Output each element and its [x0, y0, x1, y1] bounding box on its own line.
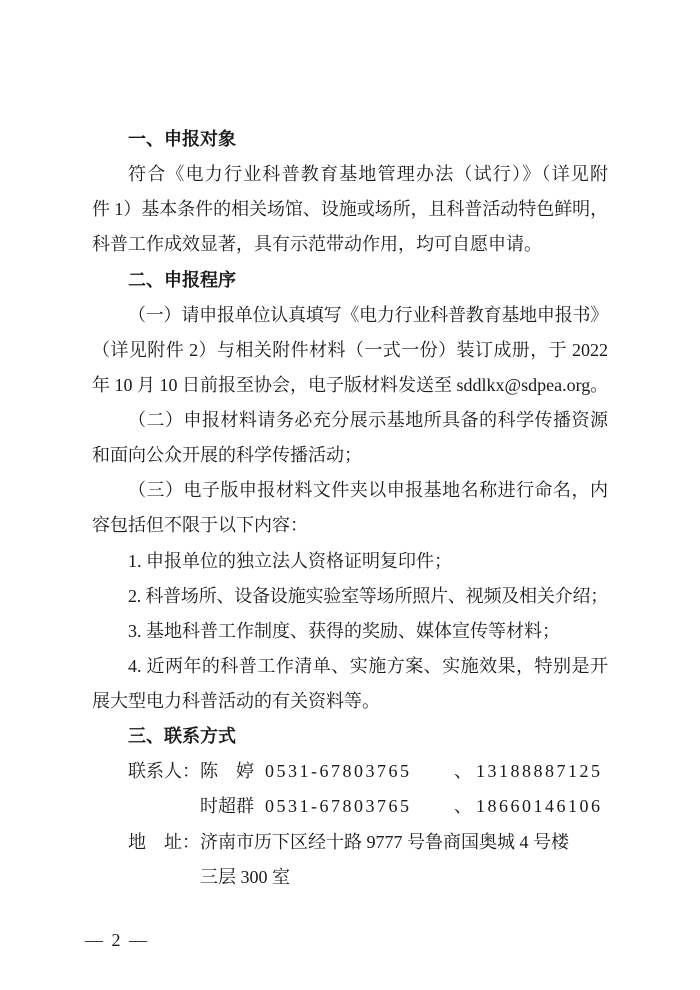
page-number: — 2 — [85, 930, 149, 950]
contact-row [92, 754, 608, 789]
body-line: 4. 近两年的科普工作清单、实施方案、实施效果，特别是开 [128, 655, 608, 676]
contact-phone: 0531-67803765 [265, 796, 412, 817]
contact-mobile: 18660146106 [476, 796, 603, 817]
contact-phone: 0531-67803765 [265, 761, 412, 782]
contact-mobile: 13188887125 [476, 761, 603, 782]
section-heading: 一、申报对象 [128, 129, 236, 150]
paragraph [92, 298, 608, 403]
body-line: （详见附件 2）与相关附件材料（一式一份）装订成册，于 2022 [92, 339, 608, 360]
body-line: 年 10 月 10 日前报至协会，电子版材料发送至 sddlkx@sdpea.org。 [92, 374, 609, 395]
paragraph [92, 403, 608, 473]
contact-row [92, 789, 608, 824]
section-heading: 三、联系方式 [128, 726, 236, 748]
body-line: 3. 基地科普工作制度、获得的奖励、媒体宣传等材料； [128, 620, 560, 641]
section-application-target [92, 122, 608, 263]
body-line: 和面向公众开展的科学传播活动； [92, 445, 362, 466]
contact-name: 陈 婷 [200, 761, 254, 782]
contacts-label: 联系人： [128, 761, 200, 782]
address-label: 地 址： [128, 831, 200, 852]
section-heading: 二、申报程序 [128, 269, 236, 291]
list-item [92, 614, 608, 649]
contact-name: 时超群 [200, 796, 254, 817]
body-line: 展大型电力科普活动的有关资料等。 [92, 691, 380, 711]
body-line: 符合《电力行业科普教育基地管理办法（试行）》（详见附 [128, 164, 608, 185]
section-application-procedure [92, 263, 608, 720]
body-line: （二）申报材料请务必充分展示基地所具备的科学传播资源 [128, 410, 608, 430]
phone-separator: 、 [454, 761, 472, 782]
paragraph [92, 157, 608, 262]
body-line: 科普工作成效显著，具有示范带动作用，均可自愿申请。 [92, 234, 542, 255]
address-line: 三层 300 室 [200, 866, 290, 887]
phone-separator: 、 [454, 796, 472, 817]
section-contact-info [92, 719, 608, 895]
body-line: 1. 申报单位的独立法人资格证明复印件； [128, 550, 452, 571]
body-line: 容包括但不限于以下内容： [92, 515, 308, 536]
body-line: 2. 科普场所、设备设施实验室等场所照片、视频及相关介绍； [128, 585, 608, 606]
body-line: （一）请申报单位认真填写《电力行业科普教育基地申报书》 [128, 304, 608, 325]
address-line: 济南市历下区经十路 9777 号鲁商国奥城 4 号楼 [200, 831, 569, 852]
paragraph [92, 473, 608, 543]
list-item [92, 544, 608, 579]
address-row [92, 825, 608, 860]
document-body [92, 122, 608, 895]
list-item [92, 579, 608, 614]
body-line: （三）电子版申报材料文件夹以申报基地名称进行命名，内 [128, 480, 608, 501]
list-item [92, 649, 608, 719]
body-line: 件 1）基本条件的相关场馆、设施或场所，且科普活动特色鲜明， [92, 199, 608, 220]
